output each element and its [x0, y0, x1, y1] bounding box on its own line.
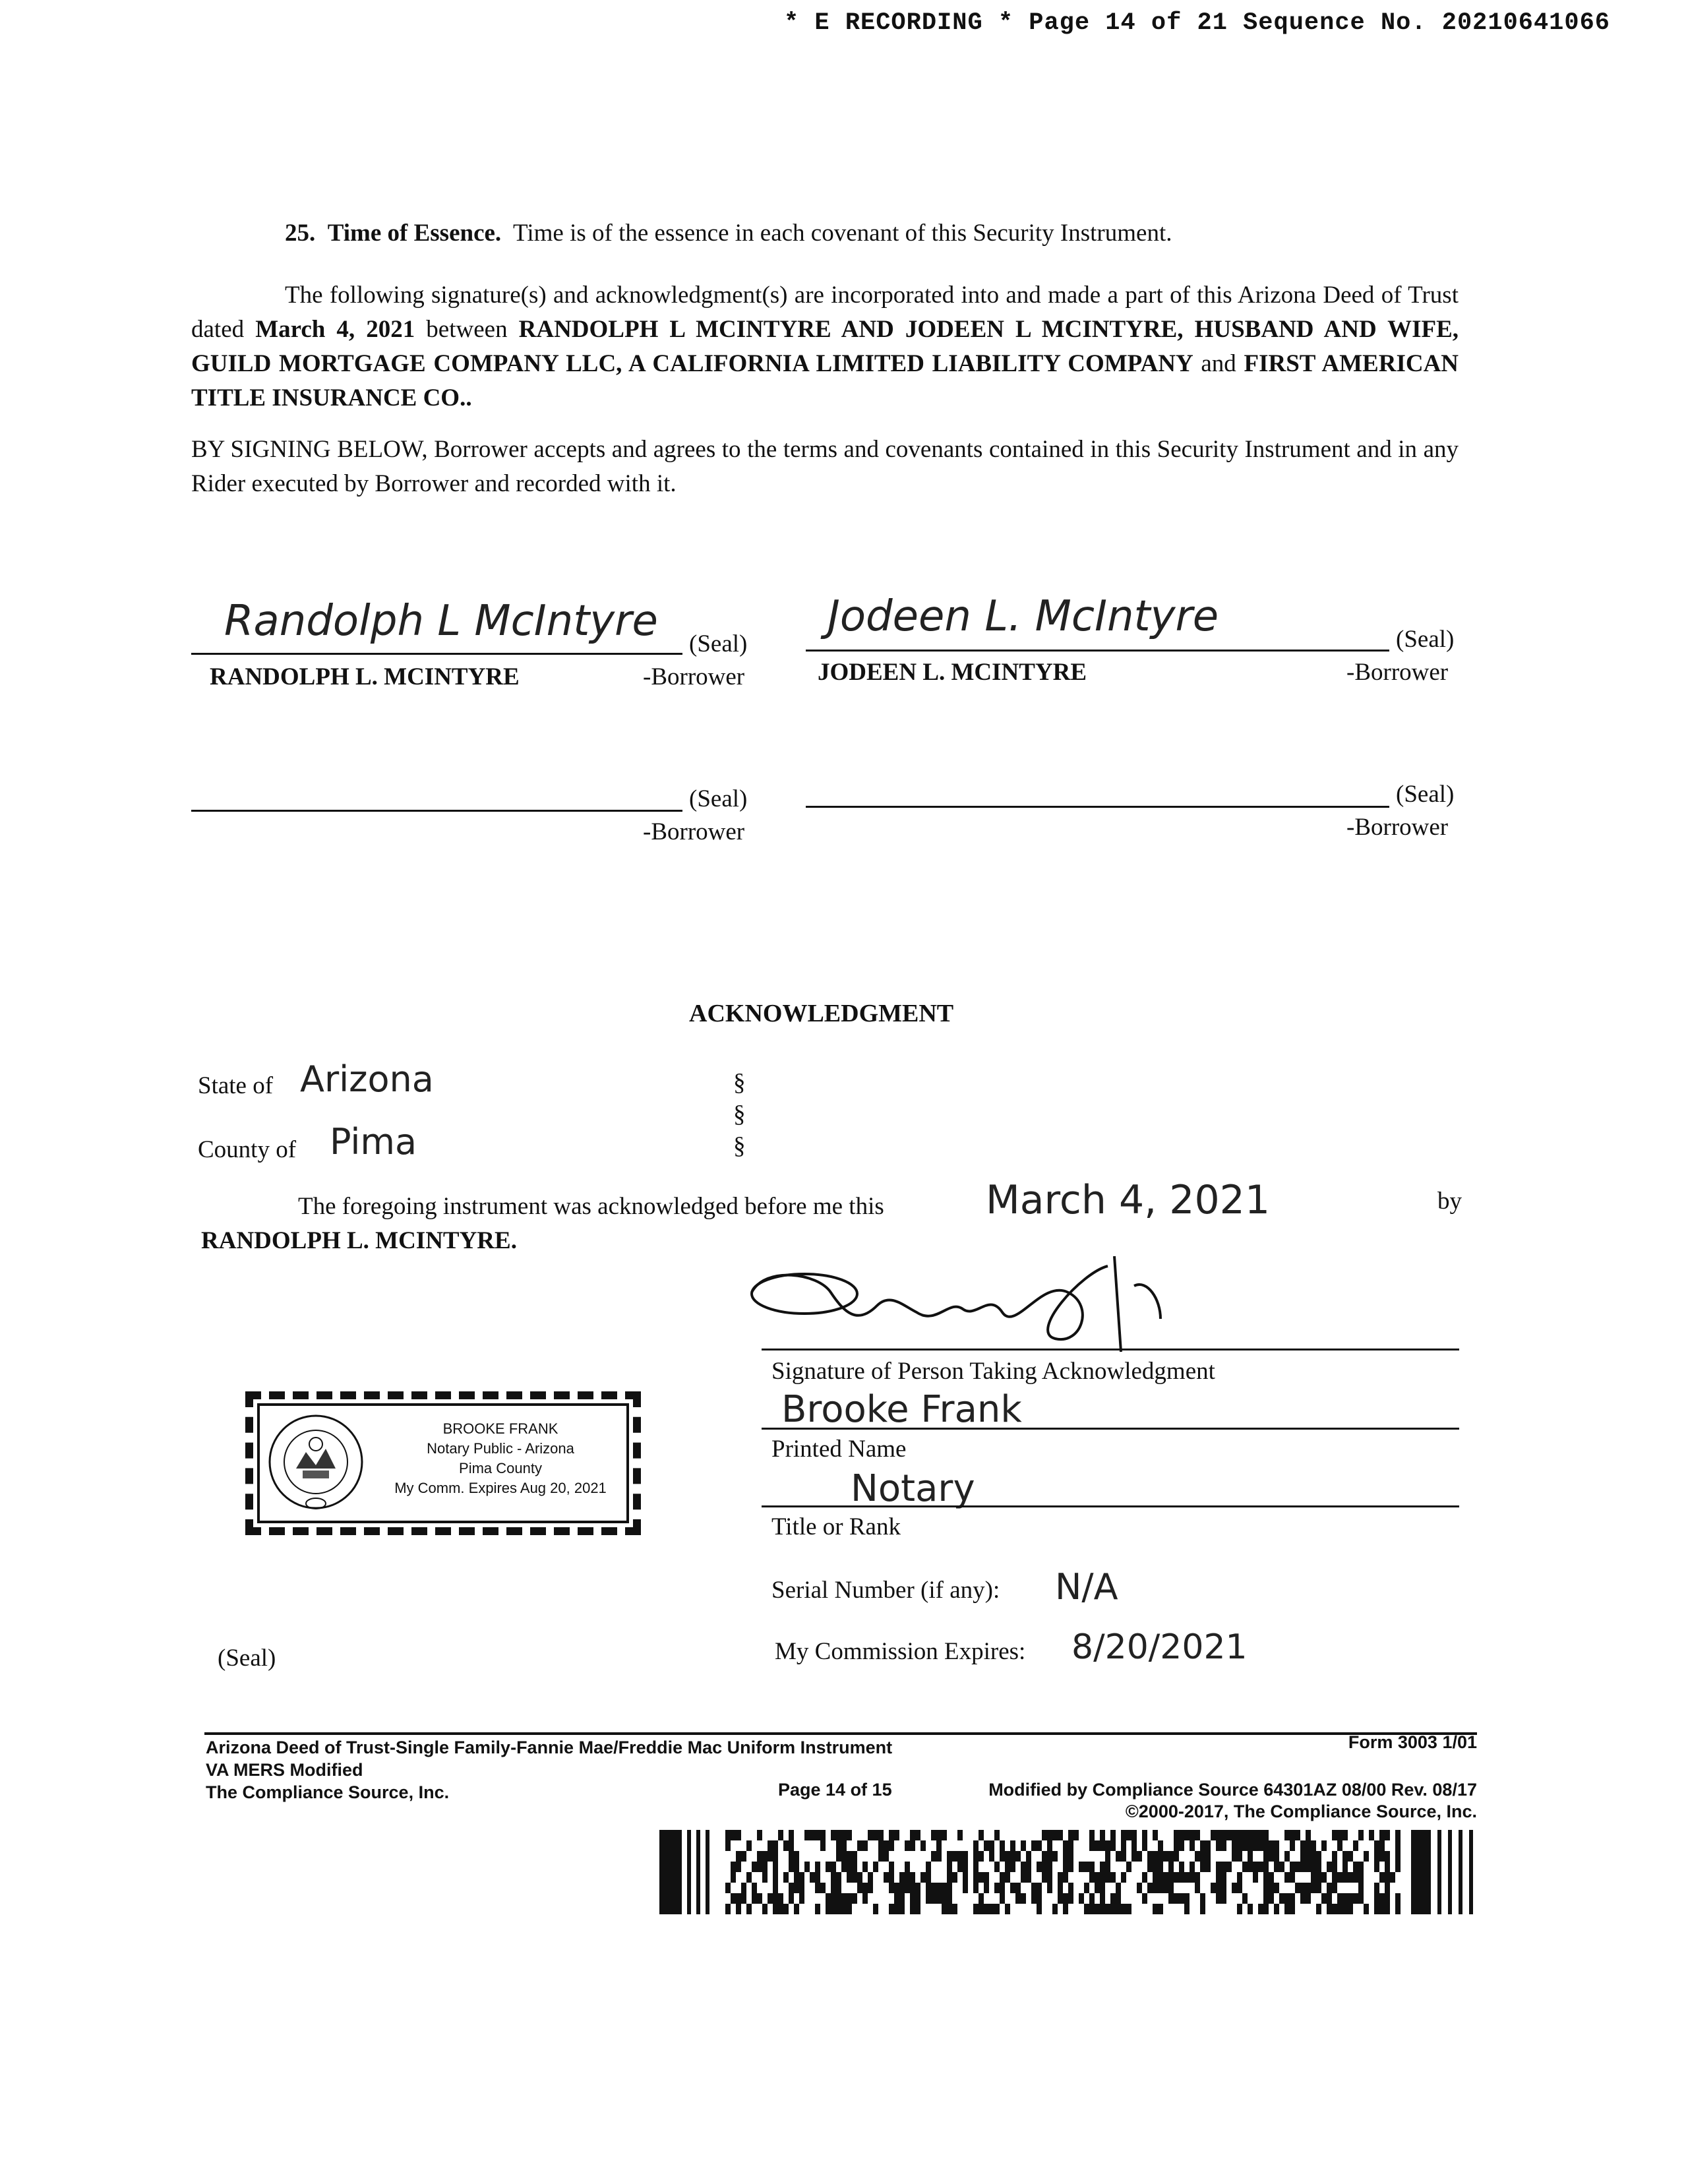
section-symbol-1: §: [733, 1069, 746, 1096]
borrower2-signature: Jodeen L. McIntyre: [828, 592, 1219, 641]
printed-name-value: Brooke Frank: [781, 1388, 1022, 1431]
footer-company: The Compliance Source, Inc.: [206, 1782, 450, 1802]
borrower4-signature-line: [806, 806, 1389, 808]
borrower1-signature-line: [191, 653, 682, 655]
stamp-expiration: My Comm. Expires Aug 20, 2021: [394, 1480, 607, 1496]
borrower1-label: -Borrower: [643, 663, 745, 690]
section-symbol-3: §: [733, 1132, 746, 1159]
borrower2-name: JODEEN L. MCINTYRE: [818, 659, 1087, 686]
by-signing-paragraph: BY SIGNING BELOW, Borrower accepts and agrees to the terms and covenants contained in this Security Instrument and in any Rider executed by Borrower and recorded with it.: [191, 436, 1459, 497]
footer-rule: [204, 1732, 1477, 1735]
title-label: Title or Rank: [771, 1513, 901, 1540]
section-text: Time is of the essence in each covenant of this Security Instrument.: [513, 220, 1172, 247]
printed-name-line: [762, 1428, 1459, 1430]
incorporation-intro: The following signature(s) and acknowledgment(s) are incorporated into and made a part of this Arizona Deed of Trust dated: [191, 282, 1459, 343]
borrower2-label: -Borrower: [1346, 659, 1449, 686]
stamp-notary-name: BROOKE FRANK: [442, 1420, 558, 1437]
borrower3-label: -Borrower: [643, 818, 745, 845]
foregoing-text: The foregoing instrument was acknowledged before me this: [298, 1193, 884, 1220]
stamp-county: Pima County: [459, 1460, 542, 1476]
borrower1-signature: Randolph L McIntyre: [224, 597, 658, 646]
parties-primary: RANDOLPH L MCINTYRE AND JODEEN L MCINTYRE, HUSBAND AND WIFE, GUILD MORTGAGE COMPANY LLC, A CALIFORNIA LIMITED LIABILITY COMPANY: [191, 316, 1459, 377]
and-word: and: [1201, 350, 1236, 377]
pdf417-barcode: [659, 1830, 1477, 1914]
footer-va-mers: VA MERS Modified: [206, 1760, 363, 1780]
signature-person-label: Signature of Person Taking Acknowledgment: [771, 1358, 1215, 1385]
county-value: Pima: [330, 1121, 417, 1163]
footer-modified: Modified by Compliance Source 64301AZ 08/00 Rev. 08/17: [988, 1780, 1477, 1800]
title-line: [762, 1505, 1459, 1507]
acknowledged-person: RANDOLPH L. MCINTYRE.: [201, 1227, 517, 1254]
borrower4-label: -Borrower: [1346, 814, 1449, 841]
stamp-notary-title: Notary Public - Arizona: [427, 1440, 574, 1457]
section-number: 25.: [285, 220, 316, 247]
notary-signature-line: [762, 1349, 1459, 1350]
footer-form-number: Form 3003 1/01: [1348, 1732, 1477, 1752]
notary-signature: [738, 1253, 1200, 1358]
borrower1-name: RANDOLPH L. MCINTYRE: [210, 663, 520, 690]
commission-label: My Commission Expires:: [775, 1638, 1026, 1665]
borrower3-seal: (Seal): [689, 785, 748, 812]
acknowledgment-date: March 4, 2021: [986, 1177, 1270, 1223]
borrower2-signature-line: [806, 650, 1389, 652]
notary-stamp: [245, 1391, 641, 1535]
footer-page: Page 14 of 15: [778, 1780, 892, 1800]
stamp-text-block: [375, 1419, 626, 1498]
borrower2-seal: (Seal): [1396, 626, 1455, 653]
borrower3-signature-line: [191, 810, 682, 812]
title-value: Notary: [851, 1467, 975, 1510]
section-heading: Time of Essence.: [327, 220, 502, 247]
recording-header: * E RECORDING * Page 14 of 21 Sequence No. 20210641066: [784, 9, 1610, 37]
printed-name-label: Printed Name: [771, 1436, 907, 1463]
incorporation-paragraph: [191, 278, 1459, 415]
parties-trustee: FIRST AMERICAN TITLE INSURANCE CO..: [191, 350, 1459, 411]
state-label: State of: [198, 1072, 274, 1099]
serial-value: N/A: [1055, 1566, 1118, 1608]
section-25: [285, 216, 1472, 251]
notary-seal-label: (Seal): [218, 1645, 276, 1672]
footer-form-title: Arizona Deed of Trust-Single Family-Fannie Mae/Freddie Mac Uniform Instrument: [206, 1738, 893, 1757]
footer-copyright: ©2000-2017, The Compliance Source, Inc.: [1125, 1802, 1477, 1821]
between-word: between: [426, 316, 508, 343]
borrower1-seal: (Seal): [689, 630, 748, 657]
acknowledgment-title: ACKNOWLEDGMENT: [689, 1000, 954, 1027]
borrower4-seal: (Seal): [1396, 781, 1455, 808]
serial-label: Serial Number (if any):: [771, 1577, 1000, 1604]
county-label: County of: [198, 1136, 297, 1163]
state-value: Arizona: [300, 1058, 434, 1100]
commission-value: 8/20/2021: [1071, 1627, 1248, 1667]
state-seal-icon: [266, 1412, 365, 1511]
section-symbol-2: §: [733, 1101, 746, 1128]
deed-date: March 4, 2021: [255, 316, 415, 343]
by-word: by: [1437, 1188, 1462, 1215]
